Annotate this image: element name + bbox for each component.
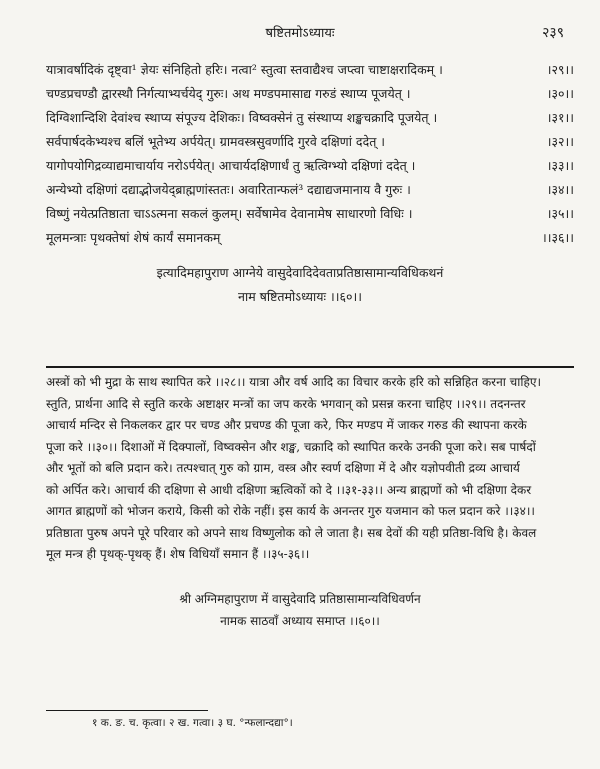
commentary-line: आचार्य मन्दिर से निकलकर द्वार पर चण्ड और प्रचण्ड की पूजा करे, फिर मण्डप में जाकर गरुड की स्थापना करके xyxy=(46,418,527,432)
hindi-commentary xyxy=(46,372,574,566)
colophon-line: श्री अग्निमहापुराण में वासुदेवादि प्रतिष्ठासामान्यविधिवर्णन xyxy=(179,592,421,606)
footnotes: १ क. ङ. च. कृत्वा। २ ख. गत्वा। ३ घ. °न्फलान्दद्या°। xyxy=(92,717,293,729)
verse-line: अन्येभ्यो दक्षिणां दद्याद्भोजयेद्ब्राह्मणांस्ततः। अवारितान्फलं³ दद्याद्यजमानाय वै गुरुः । ।३४।। xyxy=(46,178,574,202)
commentary-line: स्तुति, प्रार्थना आदि से स्तुति करके अष्टाक्षर मन्त्रों का जप करके भगवान् को प्रसन्न करना चाहिए ।।२९।। तदनन्तर xyxy=(46,396,526,411)
verse-number: ।३३।। xyxy=(546,158,574,173)
verse-number: ।३५।। xyxy=(546,206,574,221)
verse-line: दिग्विशान्दिशि देवांश्च स्थाप्य संपूज्य देशिकः। विष्वक्सेनं तु संस्थाप्य शङ्खचक्रादि पूजयेत् । ।३१।। xyxy=(46,106,574,130)
verse-line: विष्णुं नयेत्प्रतिष्ठाता चाऽऽत्मना सकलं कुलम्। सर्वेषामेव देवानामेष साधारणो विधिः । ।३५।। xyxy=(46,202,574,226)
colophon-line: इत्यादिमहापुराण आग्नेये वासुदेवादिदेवताप्रतिष्ठासामान्यविधिकथनं xyxy=(156,265,444,280)
sanskrit-verses xyxy=(46,58,574,250)
verse-number: ।२९।। xyxy=(546,62,574,77)
commentary-line: प्रतिष्ठाता पुरुष अपने पूरे परिवार को अपने साथ विष्णुलोक को ले जाता है। सब देवों की यही प्रतिष्ठा-विधि है। केवल xyxy=(46,525,537,540)
verse-number: ।३४।। xyxy=(546,182,574,197)
sanskrit-colophon xyxy=(40,261,560,309)
section-divider xyxy=(46,366,574,368)
colophon-line: नामक साठवाँ अध्याय समाप्त ।।६०।। xyxy=(220,614,380,628)
colophon-line: नाम षष्टितमोऽध्यायः ।।६०।। xyxy=(238,289,362,304)
verse-line: चण्डप्रचण्डौ द्वारस्थौ निर्गत्याभ्यर्चयेद् गुरुः। अथ मण्डपमासाद्य गरुडं स्थाप्य पूजयेत् । ।३०।। xyxy=(46,82,574,106)
verse-line: सर्वपार्षदकेभ्यश्च बलिं भूतेभ्य अर्पयेत्। ग्रामवस्त्रसुवर्णादि गुरवे दक्षिणां ददेत् । ।३२।। xyxy=(46,130,574,154)
page-number: २३९ xyxy=(542,25,564,41)
hindi-colophon xyxy=(40,588,560,632)
verse-line: मूलमन्त्राः पृथक्तेषां शेषं कार्यं समानकम् ।।३६।। xyxy=(46,226,574,250)
verse-number: ।३२।। xyxy=(546,134,574,149)
commentary-line: और भूतों को बलि प्रदान करे। तत्पश्चात् गुरु को ग्राम, वस्त्र और स्वर्ण दक्षिणा में दे और यज्ञोपवीती द्रव्य आचार्य xyxy=(46,461,520,475)
chapter-header-title: षष्टितमोऽध्यायः xyxy=(265,26,335,41)
verse-line: यागोपयोगिद्रव्याद्यमाचार्याय नरोऽर्पयेत्। आचार्यदक्षिणार्धं तु ऋत्विग्भ्यो दक्षिणां ददेत् । ।३३।। xyxy=(46,154,574,178)
commentary-line: आगत ब्राह्मणों को भोजन कराये, किसी को रोके नहीं। इस कार्य के अनन्तर गुरु यजमान को फल प्रदान करे ।।३४।। xyxy=(46,504,535,518)
commentary-line: को अर्पित करे। आचार्य की दक्षिणा से आधी दक्षिणा ऋत्विकों को दे ।।३१-३३।। अन्य ब्राह्मणों को भी दक्षिणा देकर xyxy=(46,482,532,497)
commentary-line: मूल मन्त्र ही पृथक्-पृथक् हैं। शेष विधियाँ समान हैं ।।३५-३६।। xyxy=(46,547,310,561)
commentary-line: अस्त्रों को भी मुद्रा के साथ स्थापित करे ।।२८।। यात्रा और वर्ष आदि का विचार करके हरि को सन्निहित करना चाहिए। xyxy=(46,375,542,389)
verse-number: ।३०।। xyxy=(546,86,574,101)
verse-line: यात्रावर्षादिकं दृष्ट्वा¹ ज्ञेयः संनिहितो हरिः। नत्वा² स्तुत्वा स्तवाद्यैश्च जप्त्वा चाष्टाक्षरादिकम् । ।२९।। xyxy=(46,58,574,82)
commentary-line: पूजा करे ।।३०।। दिशाओं में दिक्पालों, विष्वक्सेन और शङ्ख, चक्रादि को स्थापित करके उनकी पूजा करे। सब पार्षदों xyxy=(46,439,536,454)
verse-number: ।।३६।। xyxy=(542,230,574,245)
verse-number: ।३१।। xyxy=(546,110,574,125)
footnote-rule xyxy=(46,710,208,711)
